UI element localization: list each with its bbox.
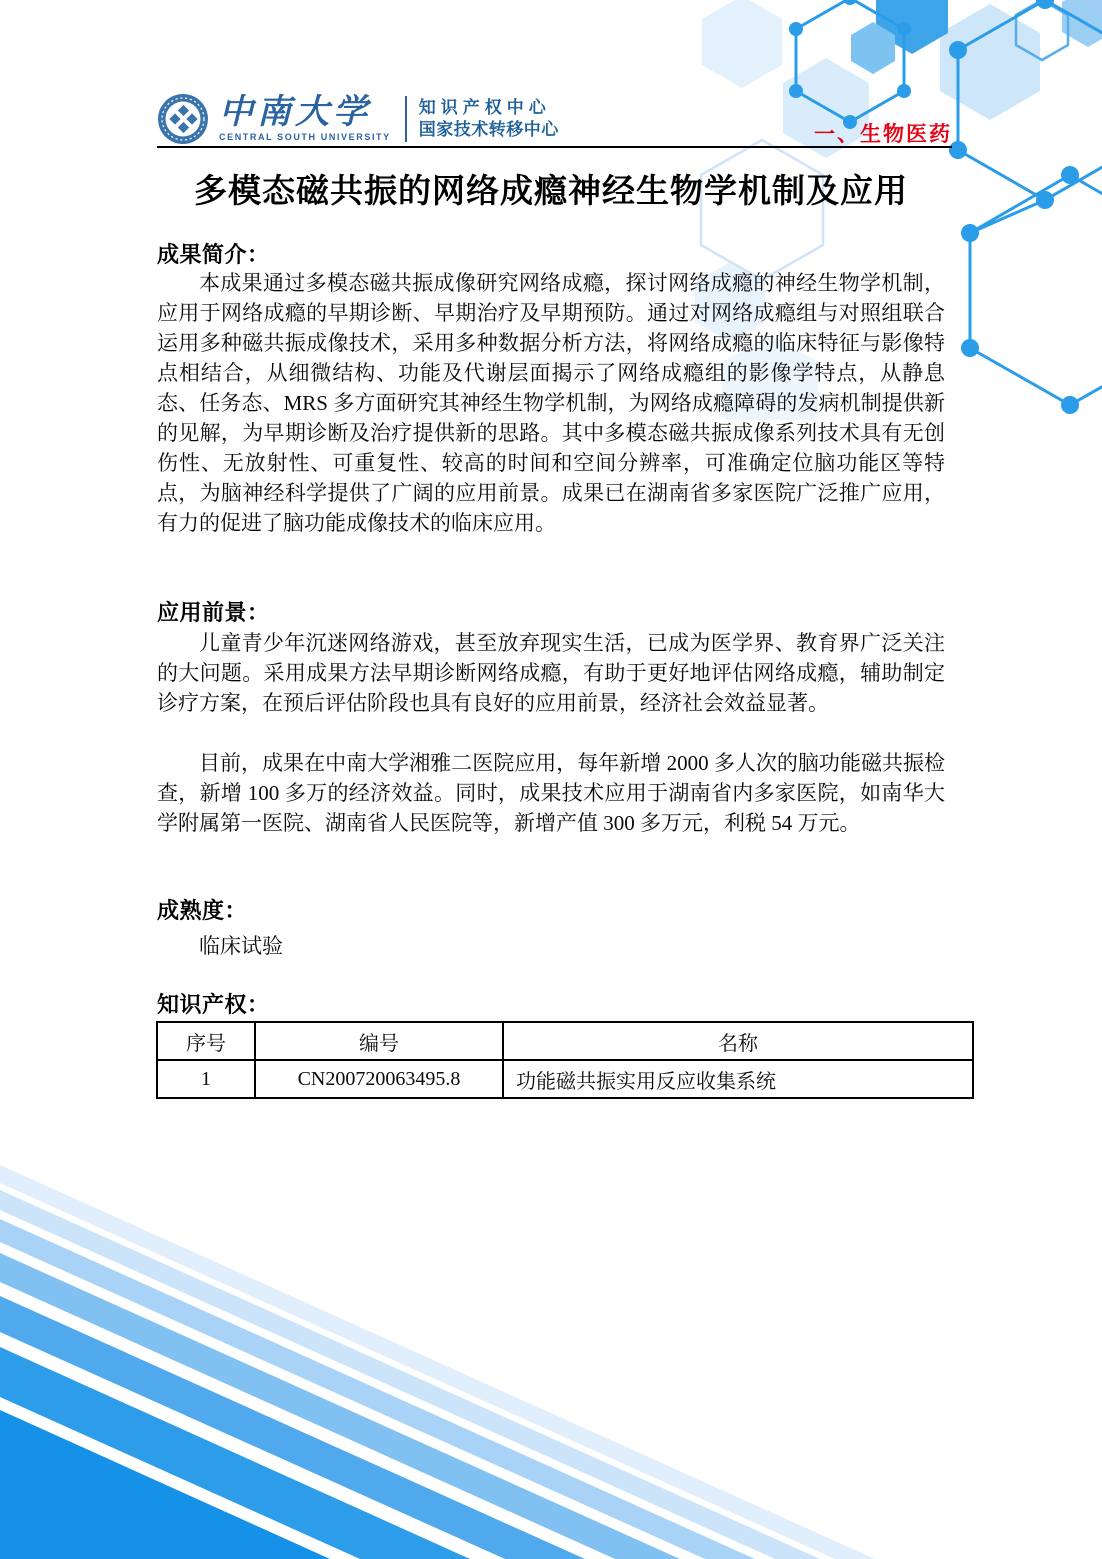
prospect-paragraph-1: 儿童青少年沉迷网络游戏，甚至放弃现实生活，已成为医学界、教育界广泛关注的大问题。采用成果方法早期诊断网络成瘾，有助于更好地评估网络成瘾，辅助制定诊疗方案，在预后评估阶段也具有良好的应用前景，经济社会效益显著。 xyxy=(157,631,945,715)
ip-row-code: CN200720063495.8 xyxy=(255,1060,503,1098)
intro-paragraph: 本成果通过多模态磁共振成像研究网络成瘾，探讨网络成瘾的神经生物学机制，应用于网络成瘾的早期诊断、早期治疗及早期预防。通过对网络成瘾组与对照组联合运用多种磁共振成像技术，采用多种数据分析方法，将网络成瘾的临床特征与影像特点相结合，从细微结构、功能及代谢层面揭示了网络成瘾组的影像学特点，从静息态、任务态、MRS 多方面研究其神经生物学机制，为网络成瘾障碍的发病机制提供新的见解，为早期诊断及治疗提供新的思路。其中多模态磁共振成像系列技术具有无创伤性、无放射性、可重复性、较高的时间和空间分辨率，可准确定位脑功能区等特点，为脑神经科学提供了广阔的应用前景。成果已在湖南省多家医院广泛推广应用，有力的促进了脑功能成像技术的临床应用。 xyxy=(157,271,945,535)
university-name-en: CENTRAL SOUTH UNIVERSITY xyxy=(219,132,391,142)
university-name-cn: 中南大学 xyxy=(219,94,371,131)
prospect-paragraph-2: 目前，成果在中南大学湘雅二医院应用，每年新增 2000 多人次的脑功能磁共振检查，新增 100 多万的经济效益。同时，成果技术应用于湖南省内多家医院，如南华大学附属第一医院、湖南省人民医院等，新增产值 300 多万元，利税 54 万元。 xyxy=(157,751,945,835)
ip-table-header-code: 编号 xyxy=(255,1022,503,1060)
diagonal-stripes-decoration xyxy=(0,1100,900,1559)
page-title: 多模态磁共振的网络成瘾神经生物学机制及应用 xyxy=(194,172,908,209)
tech-transfer-center-name: 国家技术转移中心 xyxy=(418,120,559,139)
ip-table-row xyxy=(157,1060,973,1098)
ip-row-name: 功能磁共振实用反应收集系统 xyxy=(503,1060,973,1098)
section-heading-prospect: 应用前景： xyxy=(157,600,270,625)
section-heading-maturity: 成熟度： xyxy=(157,898,248,923)
university-seal-icon xyxy=(157,93,209,145)
ip-center-name: 知识产权中心 xyxy=(418,98,551,117)
logo-divider xyxy=(405,96,407,142)
ip-row-no: 1 xyxy=(157,1060,255,1098)
category-badge: 一、生物医药 xyxy=(814,123,952,146)
university-logo xyxy=(157,92,559,146)
header-rule xyxy=(157,146,952,148)
ip-table xyxy=(156,1021,974,1099)
ip-table-header-no: 序号 xyxy=(157,1022,255,1060)
maturity-value: 临床试验 xyxy=(199,934,283,958)
ip-table-header-row xyxy=(157,1022,973,1060)
section-heading-intro: 成果简介： xyxy=(157,242,270,267)
section-heading-ip: 知识产权： xyxy=(157,992,270,1017)
ip-table-header-name: 名称 xyxy=(503,1022,973,1060)
